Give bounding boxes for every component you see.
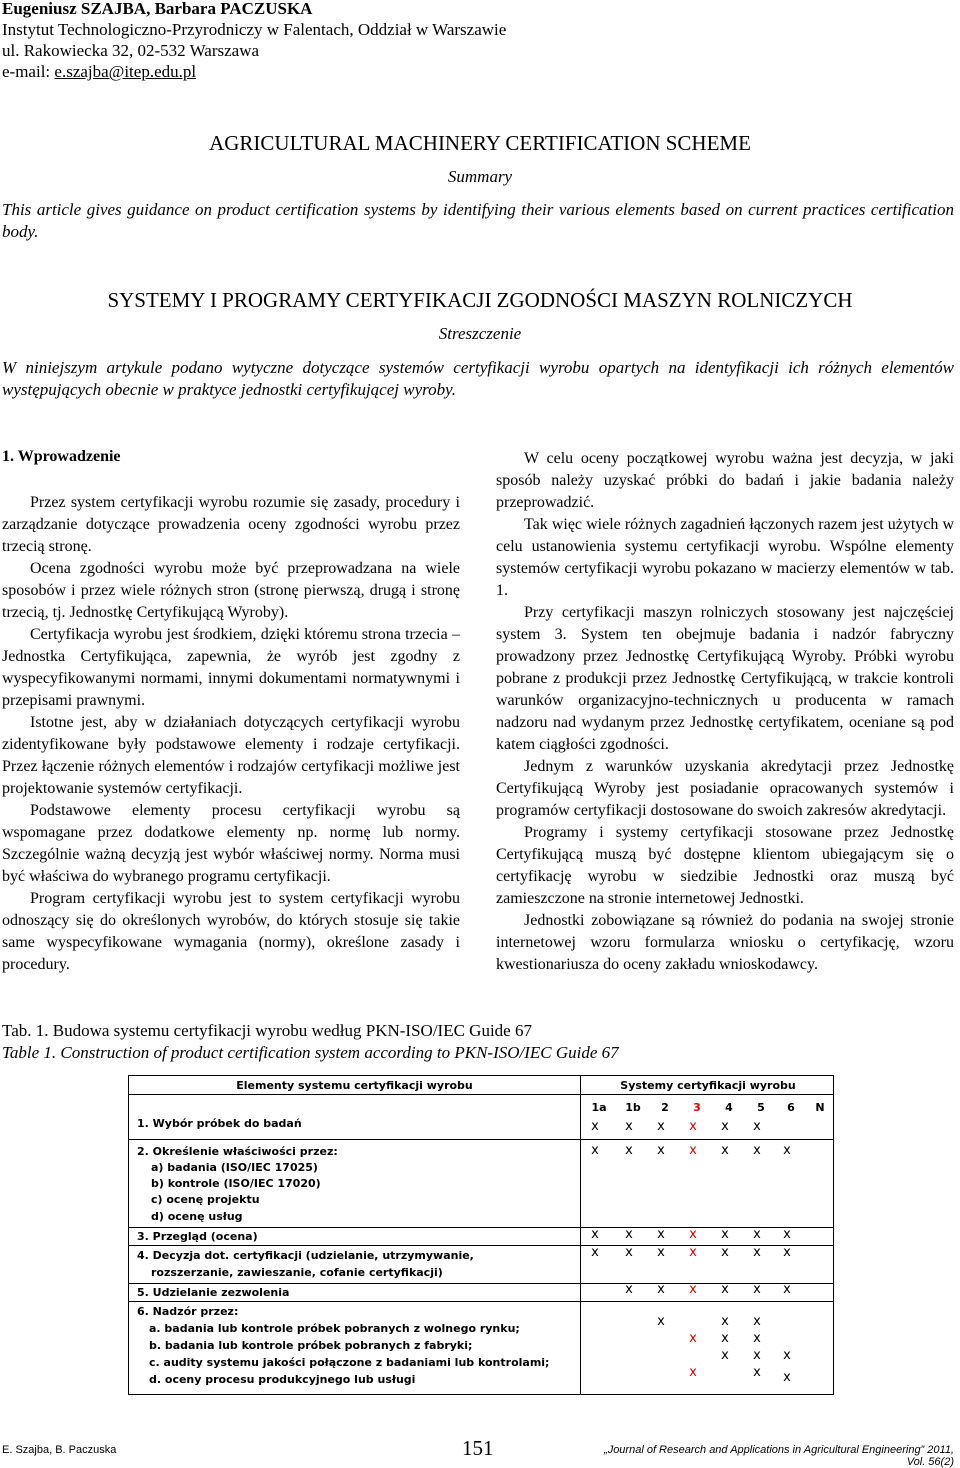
table-mark: x [753, 1314, 761, 1329]
table-mark: x [591, 1143, 599, 1158]
table-mark: x [689, 1365, 697, 1380]
table-mark: x [625, 1119, 633, 1134]
table-mark: x [783, 1348, 791, 1363]
table-mark: x [657, 1143, 665, 1158]
table-mark: x [625, 1143, 633, 1158]
row-sublabel: a) badania (ISO/IEC 17025) [151, 1161, 318, 1174]
row-sublabel: d. oceny procesu produkcyjnego lub usługi [149, 1373, 416, 1386]
english-title: AGRICULTURAL MACHINERY CERTIFICATION SCHEME [209, 131, 751, 155]
institute: Instytut Technologiczno-Przyrodniczy w Falentach, Oddział w Warszawie [2, 20, 507, 39]
table-mark: x [689, 1119, 697, 1134]
table-mark: x [753, 1119, 761, 1134]
table-mark: x [657, 1227, 665, 1242]
table-mark: x [625, 1282, 633, 1297]
table-mark: x [721, 1348, 729, 1363]
email-prefix: e-mail: [2, 62, 55, 81]
table-mark: x [753, 1331, 761, 1346]
email-link[interactable]: e.szajba@itep.edu.pl [54, 62, 197, 81]
system-code-highlight: 3 [693, 1101, 701, 1114]
system-code: N [815, 1101, 825, 1114]
paragraph: Przez system certyfikacji wyrobu rozumie się zasady, procedury i zarządzanie dotyczące prowadzenia oceny zgodności wyrobu przez trzecią stronę. [2, 494, 460, 555]
streszczenie-label: Streszczenie [438, 324, 522, 343]
system-code: 6 [787, 1101, 795, 1114]
table-mark: x [591, 1227, 599, 1242]
system-code: 4 [725, 1101, 733, 1114]
system-code: 1a [591, 1101, 607, 1114]
table-mark: x [783, 1282, 791, 1297]
table-mark: x [753, 1227, 761, 1242]
row-label: 4. Decyzja dot. certyfikacji (udzielanie, utrzymywanie, [137, 1249, 474, 1262]
table-mark: x [783, 1370, 791, 1385]
row-sublabel: c. audity systemu jakości połączone z badaniami lub kontrolami; [149, 1356, 550, 1369]
table-mark: x [783, 1143, 791, 1158]
table-mark: x [721, 1282, 729, 1297]
row-label: 3. Przegląd (ocena) [137, 1230, 258, 1243]
certification-table [128, 1075, 834, 1395]
paragraph: Przy certyfikacji maszyn rolniczych stosowany jest najczęściej system 3. System ten obejmuje badania i nadzór fabryczny prowadzony przez Jednostkę Certyfikującą Wyroby. Próbki wyrobu pobrane z produkcji przez Jednostkę Certyfikującą, w trakcie kontroli warunków organizacyjno-technicznych u producenta w ramach nadzoru nad wydanym przez Jednostkę certyfikatem, oceniane są pod katem ciągłości zgodności. [496, 604, 954, 753]
table-rule [129, 1139, 833, 1140]
english-summary: This article gives guidance on product certification systems by identifying their various elements based on current practices certification body. [2, 200, 954, 241]
paragraph: Certyfikacja wyrobu jest środkiem, dzięki któremu strona trzecia – Jednostka Certyfikująca, zapewnia, że wyrób jest zgodny z wyspecyfikowanymi normami, innymi dokumentami normatywnymi i przepisami prawnymi. [2, 626, 460, 709]
paragraph: Ocena zgodności wyrobu może być przeprowadzana na wiele sposobów i przez wiele różnych stron (stronę pierwszą, drugą i stronę trzecią, tj. Jednostkę Certyfikującą Wyroby). [2, 560, 460, 621]
paragraph: Jednostki zobowiązane są również do podania na swojej stronie internetowej wzoru formularza wniosku o certyfikację, wzoru kwestionariusza do oceny zakładu wnioskodawcy. [496, 912, 954, 973]
system-code: 1b [625, 1101, 641, 1114]
table-mark: x [753, 1348, 761, 1363]
table-mark: x [721, 1314, 729, 1329]
table-mark: x [753, 1365, 761, 1380]
section-heading: 1. Wprowadzenie [2, 448, 121, 465]
table-mark: x [721, 1227, 729, 1242]
paragraph: Istotne jest, aby w działaniach dotyczących certyfikacji wyrobu zidentyfikowane były podstawowe elementy i rodzaje certyfikacji. Przez łączenie różnych elementów i rodzajów certyfikacji możliwe jest projektowanie systemów certyfikacji. [2, 714, 460, 797]
row-label: 5. Udzielanie zezwolenia [137, 1286, 290, 1299]
table-mark: x [625, 1227, 633, 1242]
table-mark: x [689, 1245, 697, 1260]
table-mark: x [783, 1245, 791, 1260]
authors: Eugeniusz SZAJBA, Barbara PACZUSKA [2, 0, 313, 18]
page-number: 151 [462, 1436, 494, 1460]
paragraph: Program certyfikacji wyrobu jest to system certyfikacji wyrobu odnoszący się do określonych wyrobów, do których stosuje się takie same wyspecyfikowane wymagania (normy), określone zasady i procedury. [2, 890, 460, 973]
row-label: 6. Nadzór przez: [137, 1305, 239, 1318]
table-divider [580, 1076, 581, 1394]
polish-summary: W niniejszym artykule podano wytyczne dotyczące systemów certyfikacji wyrobu opartych na identyfikacji ich różnych elementów występujących obecnie w praktyce jednostki certyfikującej wyroby. [2, 358, 954, 399]
row-sublabel: rozszerzanie, zawieszanie, cofanie certyfikacji) [151, 1266, 443, 1279]
paragraph: Tak więc wiele różnych zagadnień łączonych razem jest użytych w celu ustanowienia systemu certyfikacji wyrobu. Wspólne elementy systemów certyfikacji wyrobu pokazano w macierzy elementów w tab. 1. [496, 516, 954, 599]
table-mark: x [591, 1245, 599, 1260]
table-mark: x [657, 1314, 665, 1329]
table-mark: x [783, 1227, 791, 1242]
table-mark: x [721, 1119, 729, 1134]
table-caption-en: Table 1. Construction of product certification system according to PKN-ISO/IEC Guide 67 [2, 1043, 619, 1062]
paragraph: Podstawowe elementy procesu certyfikacji wyrobu są wspomagane przez dodatkowe elementy np. normę lub normy. Szczególnie ważną decyzją jest wybór właściwej normy. Norma musi być właściwa do wybranego programu certyfikacji. [2, 802, 460, 885]
address: ul. Rakowiecka 32, 02-532 Warszawa [2, 41, 260, 60]
row-sublabel: d) ocenę usług [151, 1210, 243, 1223]
polish-title: SYSTEMY I PROGRAMY CERTYFIKACJI ZGODNOŚCI MASZYN ROLNICZYCH [107, 288, 853, 312]
table-mark: x [657, 1282, 665, 1297]
right-header: Systemy certyfikacji wyrobu [620, 1079, 796, 1092]
right-column [496, 448, 954, 976]
paragraph: Jednym z warunków uzyskania akredytacji przez Jednostkę Certyfikującą Wyroby jest posiadanie opracowanych systemów i programów certyfikacji dostosowane do swoich zakresów akredytacji. [496, 758, 954, 819]
row-sublabel: b. badania lub kontrole próbek pobranych z fabryki; [149, 1339, 473, 1352]
table-mark: x [657, 1119, 665, 1134]
table-mark: x [689, 1227, 697, 1242]
table-mark: x [721, 1331, 729, 1346]
table-mark: x [689, 1143, 697, 1158]
footer-journal: „Journal of Research and Applications in Agricultural Engineering” 2011, Vol. 56(2) [604, 1444, 954, 1468]
row-sublabel: b) kontrole (ISO/IEC 17020) [151, 1177, 321, 1190]
paragraph: Programy i systemy certyfikacji stosowane przez Jednostkę Certyfikującą muszą być dostępne klientom ubiegającym się o certyfikację wyrobu w siedzibie Jednostki oraz muszą być zamieszczone na stronie internetowej Jednostki. [496, 824, 954, 907]
table-rule [129, 1094, 833, 1095]
row-sublabel: a. badania lub kontrole próbek pobranych z wolnego rynku; [149, 1322, 520, 1335]
left-header: Elementy systemu certyfikacji wyrobu [236, 1079, 473, 1092]
table-mark: x [753, 1143, 761, 1158]
table-mark: x [689, 1331, 697, 1346]
table-caption-pl: Tab. 1. Budowa systemu certyfikacji wyrobu według PKN-ISO/IEC Guide 67 [2, 1021, 532, 1040]
row-sublabel: c) ocenę projektu [151, 1193, 260, 1206]
table-mark: x [591, 1119, 599, 1134]
table-mark: x [753, 1245, 761, 1260]
system-code: 5 [757, 1101, 765, 1114]
table-mark: x [753, 1282, 761, 1297]
table-mark: x [657, 1245, 665, 1260]
row-label: 1. Wybór próbek do badań [137, 1117, 302, 1130]
system-code: 2 [661, 1101, 669, 1114]
paragraph: W celu oceny początkowej wyrobu ważna jest decyzja, w jaki sposób należy uzyskać próbki do badań i jakie badania należy przeprowadzić. [496, 450, 954, 511]
table-mark: x [625, 1245, 633, 1260]
table-rule [129, 1301, 833, 1302]
left-column [2, 446, 460, 976]
summary-label: Summary [447, 167, 513, 186]
footer-authors: E. Szajba, B. Paczuska [2, 1444, 117, 1456]
email-line [2, 61, 196, 82]
table-mark: x [689, 1282, 697, 1297]
table-mark: x [721, 1143, 729, 1158]
table-mark: x [721, 1245, 729, 1260]
row-label: 2. Określenie właściwości przez: [137, 1145, 338, 1158]
